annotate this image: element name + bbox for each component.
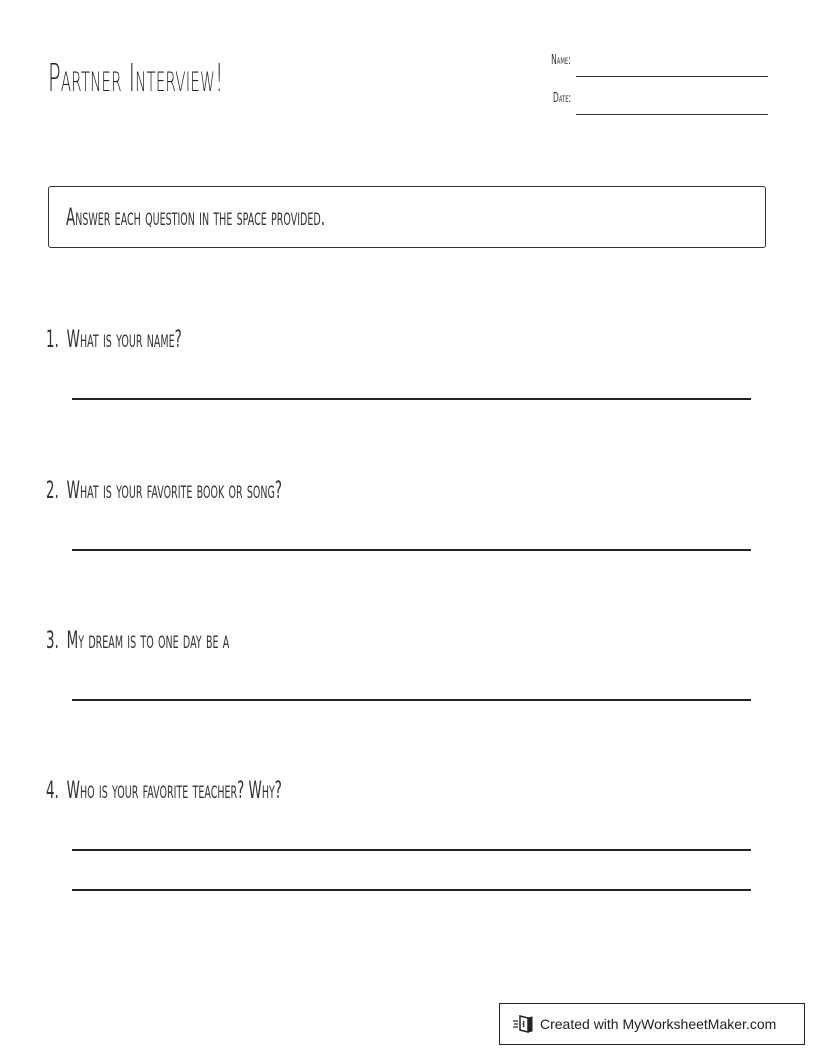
instructions-box xyxy=(48,186,766,248)
question-text: Who is your favorite teacher? Why? xyxy=(66,776,282,804)
footer-text: Created with MyWorksheetMaker.com xyxy=(540,1016,777,1032)
name-label: Name: xyxy=(551,53,571,68)
book-logo-icon xyxy=(512,1013,534,1035)
date-label: Date: xyxy=(552,91,571,106)
answer-line-2[interactable] xyxy=(72,549,751,551)
answer-line-4b[interactable] xyxy=(72,889,751,891)
question-text: My dream is to one day be a xyxy=(66,626,230,654)
footer-badge[interactable] xyxy=(499,1003,805,1045)
answer-line-4a[interactable] xyxy=(72,849,751,851)
question-text: What is your favorite book or song? xyxy=(66,476,283,504)
question-number: 2. xyxy=(46,476,59,504)
answer-line-3[interactable] xyxy=(72,699,751,701)
question-number: 1. xyxy=(46,325,59,353)
name-field[interactable] xyxy=(576,76,768,77)
question-number: 4. xyxy=(46,776,59,804)
question-2 xyxy=(46,473,282,507)
question-4 xyxy=(46,773,282,807)
question-text: What is your name? xyxy=(66,325,182,353)
question-3 xyxy=(46,623,229,657)
answer-line-1[interactable] xyxy=(72,398,751,400)
question-1 xyxy=(46,322,182,356)
question-number: 3. xyxy=(46,626,59,654)
page-title: Partner Interview! xyxy=(48,56,224,100)
instructions-text: Answer each question in the space provided. xyxy=(66,203,326,231)
date-field[interactable] xyxy=(576,114,768,115)
